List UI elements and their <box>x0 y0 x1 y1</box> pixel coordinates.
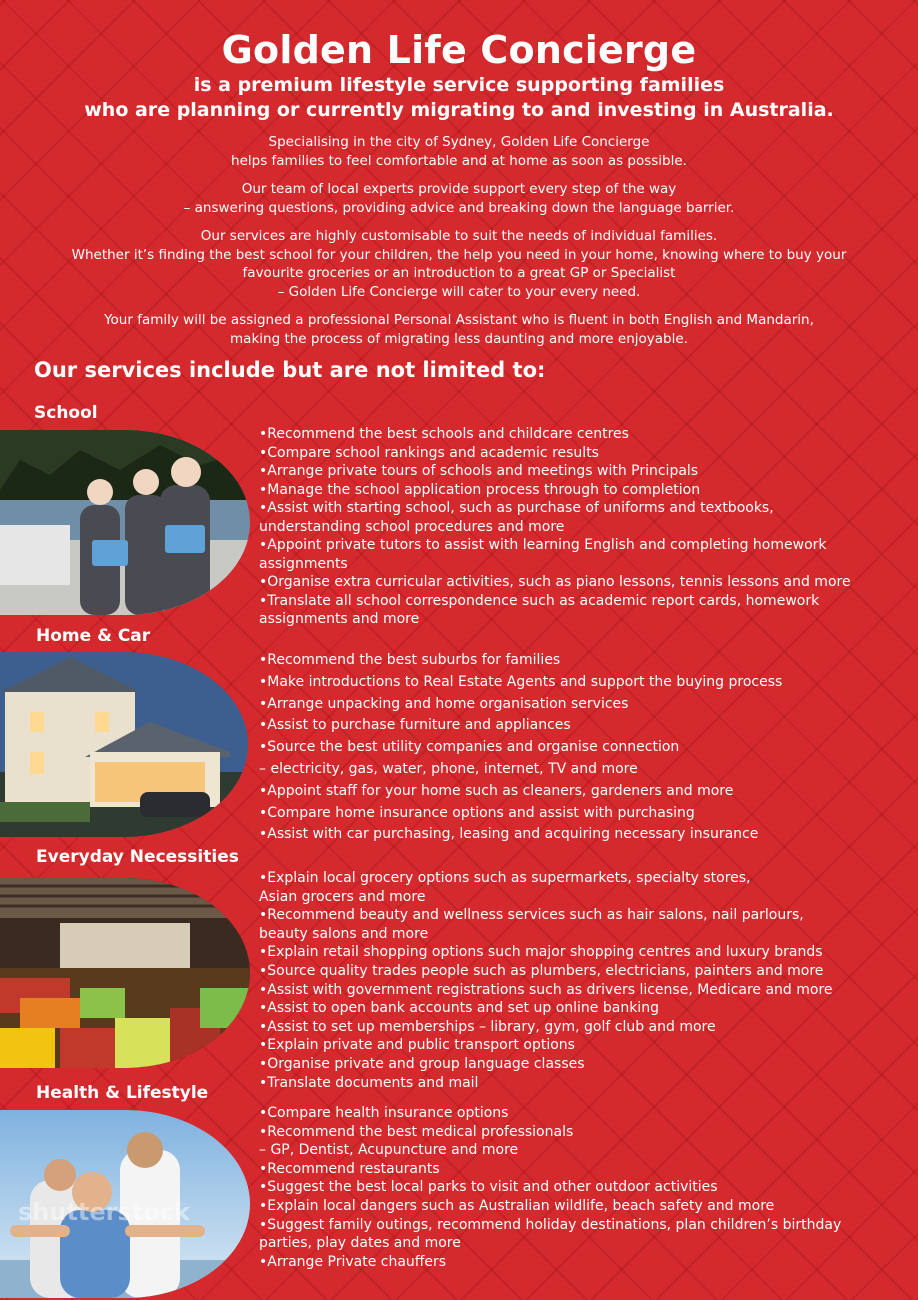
service-item: •Organise extra curricular activities, such as piano lessons, tennis lessons and more <box>259 574 851 590</box>
intro-paragraph <box>20 133 898 170</box>
service-item: •Explain retail shopping options such major shopping centres and luxury brands <box>259 944 823 961</box>
service-item: parties, play dates and more <box>259 1235 461 1252</box>
service-item: •Compare health insurance options <box>259 1105 509 1121</box>
health-services-list <box>259 1104 899 1271</box>
service-item: •Suggest the best local parks to visit and other outdoor activities <box>259 1179 718 1196</box>
intro-line: favourite groceries or an introduction to a great GP or Specialist <box>242 265 676 281</box>
service-item: beauty salons and more <box>259 925 429 942</box>
service-item: understanding school procedures and more <box>259 518 565 535</box>
service-item: •Appoint staff for your home such as cleaners, gardeners and more <box>259 782 734 799</box>
intro-line: making the process of migrating less daunting and more enjoyable. <box>230 330 688 347</box>
service-item: •Translate documents and mail <box>259 1074 479 1091</box>
subtitle-line: who are planning or currently migrating to and investing in Australia. <box>84 99 834 121</box>
subtitle-line: is a premium lifestyle service supporting families <box>193 74 725 96</box>
intro-line: helps families to feel comfortable and at home as soon as possible. <box>231 152 687 169</box>
service-item: •Manage the school application process through to completion <box>259 481 701 498</box>
everyday-services-list <box>259 869 899 1092</box>
intro-text <box>20 133 898 358</box>
service-item: •Recommend beauty and wellness services such as hair salons, nail parlours, <box>259 907 804 924</box>
service-item: – GP, Dentist, Acupuncture and more <box>259 1142 519 1159</box>
home-car-services-list <box>259 650 899 846</box>
category-title-school: School <box>34 403 98 423</box>
page-title: Golden Life Concierge <box>221 28 697 72</box>
school-services-list <box>259 425 899 629</box>
service-item: •Recommend restaurants <box>259 1160 440 1177</box>
service-item: •Recommend the best medical professionals <box>259 1123 574 1140</box>
service-item: •Translate all school correspondence such as academic report cards, homework <box>259 592 820 609</box>
category-title-health-lifestyle: Health & Lifestyle <box>36 1083 209 1103</box>
services-heading: Our services include but are not limited to: <box>34 358 546 382</box>
service-item: •Assist to open bank accounts and set up online banking <box>259 1000 659 1017</box>
intro-line: Our services are highly customisable to suit the needs of individual families. <box>200 228 718 244</box>
home-photo <box>0 652 248 837</box>
stock-watermark: shutterstock <box>18 1198 190 1226</box>
intro-line: Our team of local experts provide support every step of the way <box>241 181 677 197</box>
service-item: •Appoint private tutors to assist with learning English and completing homework <box>259 537 827 553</box>
service-item: assignments and more <box>259 611 420 627</box>
service-item: •Source the best utility companies and organise connection <box>259 739 680 756</box>
category-title-home-car: Home & Car <box>36 626 151 646</box>
service-item: •Arrange Private chauffers <box>259 1253 447 1270</box>
service-item: •Suggest family outings, recommend holiday destinations, plan children’s birthday <box>259 1216 842 1233</box>
intro-paragraph <box>20 227 898 301</box>
intro-line: – Golden Life Concierge will cater to your every need. <box>277 283 641 300</box>
service-item: assignments <box>259 555 348 572</box>
service-item: •Compare home insurance options and assist with purchasing <box>259 804 695 821</box>
intro-line: Your family will be assigned a professional Personal Assistant who is fluent in both English and Mandarin, <box>104 312 814 328</box>
service-item: •Assist with starting school, such as purchase of uniforms and textbooks, <box>259 500 774 516</box>
service-item: •Explain local grocery options such as supermarkets, specialty stores, <box>259 870 751 886</box>
category-title-everyday-necessities: Everyday Necessities <box>36 847 239 867</box>
service-item: •Organise private and group language classes <box>259 1055 585 1072</box>
service-item: •Recommend the best suburbs for families <box>259 652 561 668</box>
service-item: •Assist to purchase furniture and appliances <box>259 717 571 734</box>
service-item: Asian grocers and more <box>259 888 426 905</box>
service-item: •Assist with car purchasing, leasing and acquiring necessary insurance <box>259 826 759 843</box>
service-item: •Source quality trades people such as plumbers, electricians, painters and more <box>259 962 824 979</box>
intro-line: Whether it’s finding the best school for your children, the help you need in your home, knowing where to buy your <box>71 246 847 263</box>
service-item: •Explain local dangers such as Australian wildlife, beach safety and more <box>259 1197 775 1214</box>
service-item: •Arrange private tours of schools and meetings with Principals <box>259 463 699 479</box>
service-item: •Compare school rankings and academic results <box>259 444 599 461</box>
intro-paragraph <box>20 180 898 217</box>
service-item: •Assist to set up memberships – library, gym, golf club and more <box>259 1018 716 1035</box>
service-item: •Arrange unpacking and home organisation services <box>259 695 629 712</box>
service-item: •Recommend the best schools and childcare centres <box>259 426 629 442</box>
intro-line: – answering questions, providing advice and breaking down the language barrier. <box>183 199 735 216</box>
page-subtitle <box>0 73 918 123</box>
intro-line: Specialising in the city of Sydney, Golden Life Concierge <box>268 134 650 150</box>
service-item: •Assist with government registrations such as drivers license, Medicare and more <box>259 981 833 998</box>
everyday-photo <box>0 878 250 1068</box>
service-item: – electricity, gas, water, phone, internet, TV and more <box>259 760 638 777</box>
intro-paragraph <box>20 311 898 348</box>
school-photo <box>0 430 250 615</box>
service-item: •Explain private and public transport options <box>259 1037 575 1054</box>
service-item: •Make introductions to Real Estate Agents and support the buying process <box>259 673 783 690</box>
